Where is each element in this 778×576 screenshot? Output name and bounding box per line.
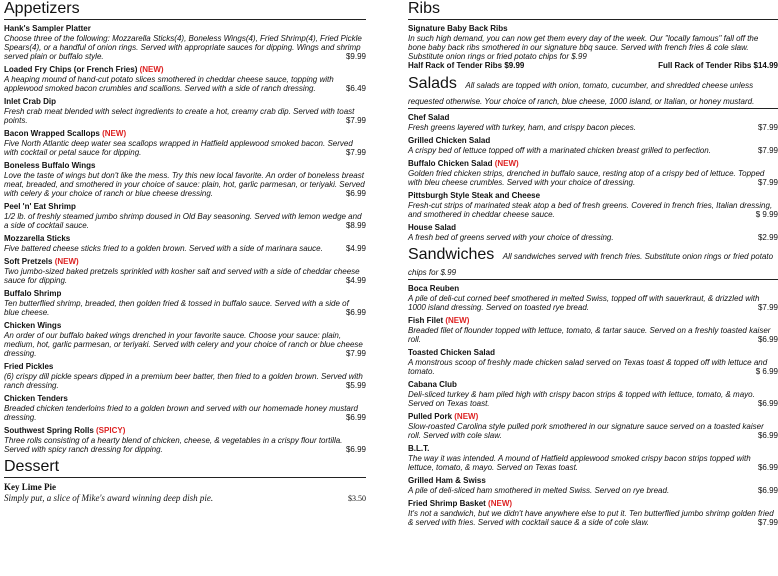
item-name-row xyxy=(4,161,366,171)
item-name: Loaded Fry Chips (or French Fries) xyxy=(4,65,138,74)
item-price: $4.99 xyxy=(345,244,366,253)
menu-item xyxy=(408,284,778,312)
item-desc-text: An order of our buffalo baked wings drenched in your favorite sauce. Choose your sauce: plain, medium, hot, garlic parmesan, or teriyaki. Served with celery and your choice of ranch or blue cheese dressing. xyxy=(4,331,363,358)
item-description xyxy=(408,201,778,219)
rib-prices xyxy=(408,61,778,71)
item-name-row xyxy=(4,65,366,75)
menu-item xyxy=(4,257,366,285)
item-desc-text: (6) crispy dill pickle spears dipped in a premium beer batter, then fried to a golden brown. Served with ranch dressing. xyxy=(4,372,363,390)
item-description xyxy=(4,436,366,454)
item-name: Soft Pretzels xyxy=(4,257,53,266)
item-name-row xyxy=(4,24,366,34)
item-description xyxy=(4,372,366,390)
item-description xyxy=(4,299,366,317)
sandwiches-note: All sandwiches served with french fries. Substitute onion rings or fried potato chips for $.99 xyxy=(408,252,774,277)
new-badge: (NEW) xyxy=(102,129,127,138)
item-description xyxy=(408,294,778,312)
item-name: Grilled Ham & Swiss xyxy=(408,476,486,485)
item-name-row xyxy=(4,321,366,331)
item-description xyxy=(408,233,778,242)
menu-item xyxy=(4,24,366,61)
item-price: $7.99 xyxy=(757,303,778,312)
item-desc-text: Fresh greens layered with turkey, ham, and crispy bacon pieces. xyxy=(408,123,636,132)
item-price: $6.99 xyxy=(757,486,778,495)
item-desc-text: Ten butterflied shrimp, breaded, then golden fried & tossed in buffalo sauce. Served with a side of blue cheese. xyxy=(4,299,349,317)
menu-item xyxy=(4,289,366,317)
item-price: $2.99 xyxy=(757,233,778,242)
item-name-row xyxy=(4,202,366,212)
new-badge: (NEW) xyxy=(445,316,470,325)
full-rack-price: $14.99 xyxy=(753,61,778,70)
item-price: $6.49 xyxy=(345,84,366,93)
item-price: $6.99 xyxy=(345,445,366,454)
item-desc-text: A pile of deli-cut corned beef smothered in melted Swiss, topped off with sauerkraut, & drizzled with 1000 island dressing. Served on toasted rye bread. xyxy=(408,294,760,312)
item-price: $7.99 xyxy=(345,116,366,125)
item-description xyxy=(408,123,778,132)
new-badge: (NEW) xyxy=(488,499,513,508)
item-name: Chicken Wings xyxy=(4,321,62,330)
menu-item xyxy=(408,223,778,242)
salads-header xyxy=(408,75,778,109)
item-desc-text: A monstrous scoop of freshly made chicken salad served on Texas toast & topped off with lettuce and tomato. xyxy=(408,358,768,376)
full-rack-label: Full Rack of Tender Ribs xyxy=(658,61,752,70)
item-name: Fried Pickles xyxy=(4,362,54,371)
item-price: $3.50 xyxy=(348,494,366,503)
item-desc-text: Five battered cheese sticks fried to a golden brown. Served with a side of marinara sauce. xyxy=(4,244,323,253)
item-name: Cabana Club xyxy=(408,380,457,389)
item-name: Chicken Tenders xyxy=(4,394,68,403)
item-description xyxy=(4,139,366,157)
menu-item xyxy=(4,161,366,198)
item-price: $ 9.99 xyxy=(755,210,778,219)
item-desc-text: Five North Atlantic deep water sea scallops wrapped in Hatfield applewood smoked bacon. Served with cocktail or petal sauce for dipping. xyxy=(4,139,353,157)
item-desc-text: A fresh bed of greens served with your choice of dressing. xyxy=(408,233,614,242)
item-desc-text: A crispy bed of lettuce topped off with a marinated chicken breast grilled to perfection. xyxy=(408,146,711,155)
item-description xyxy=(4,212,366,230)
menu-item xyxy=(408,412,778,440)
item-desc-text: Choose three of the following: Mozzarella Sticks(4), Boneless Wings(4), Fried Shrimp(4), Fried Pickle Spears(4), or a handful of onion rings. Served with appropriate sauces for dipping. Wings and shrimp served plain or buffalo style. xyxy=(4,34,362,61)
menu-item xyxy=(4,129,366,157)
item-price: $6.99 xyxy=(345,189,366,198)
menu-item xyxy=(408,316,778,344)
sandwiches-header xyxy=(408,246,778,280)
item-name-row xyxy=(408,476,778,486)
appetizers-title: Appetizers xyxy=(4,0,366,20)
item-name: Pittsburgh Style Steak and Cheese xyxy=(408,191,541,200)
item-desc-text: Breaded filet of flounder topped with lettuce, tomato, & tartar sauce. Served on a freshly toasted kaiser roll. xyxy=(408,326,771,344)
item-name: House Salad xyxy=(408,223,457,232)
item-desc-text: Slow-roasted Carolina style pulled pork smothered in our signature sauce served on a toasted kaiser roll. Served with cole slaw. xyxy=(408,422,764,440)
item-description xyxy=(408,390,778,408)
item-name: Southwest Spring Rolls xyxy=(4,426,94,435)
menu-item xyxy=(4,321,366,358)
item-price: $6.99 xyxy=(757,431,778,440)
item-name-row xyxy=(408,380,778,390)
item-name-row xyxy=(4,257,366,267)
salads-title: Salads xyxy=(408,75,457,92)
item-price: $7.99 xyxy=(757,123,778,132)
item-name-row xyxy=(408,159,778,169)
item-desc-text: Two jumbo-sized baked pretzels sprinkled with kosher salt and served with a side of cheddar cheese sauce for dipping. xyxy=(4,267,360,285)
item-desc-text: A pile of deli-sliced ham smothered in melted Swiss. Served on rye bread. xyxy=(408,486,670,495)
item-name-row xyxy=(408,191,778,201)
item-name: Key Lime Pie xyxy=(4,482,56,492)
item-description xyxy=(408,146,778,155)
menu-item xyxy=(4,482,366,504)
item-name: Bacon Wrapped Scallops xyxy=(4,129,100,138)
item-name: B.L.T. xyxy=(408,444,430,453)
item-name: Hank's Sampler Platter xyxy=(4,24,91,33)
menu-item xyxy=(408,476,778,495)
sandwiches-title: Sandwiches xyxy=(408,246,495,263)
item-desc-text: Three rolls consisting of a hearty blend of chicken, cheese, & vegetables in a crispy flour tortilla. Served with spicy ranch dressing for dipping. xyxy=(4,436,343,454)
item-name-row xyxy=(408,499,778,509)
item-price: $7.99 xyxy=(345,148,366,157)
item-name-row xyxy=(408,348,778,358)
menu-item xyxy=(408,380,778,408)
item-name: Fried Shrimp Basket xyxy=(408,499,486,508)
item-description xyxy=(408,509,778,527)
item-description xyxy=(4,404,366,422)
item-desc-text: Love the taste of wings but don't like the mess. Try this new local favorite. An order of boneless breast meat, breaded, and smothered in your choice of sauce: plain, hot, garlic parmesan, or teriyaki. Served with celery & your choice of ranch or blue cheese dressing. xyxy=(4,171,365,198)
item-description: In such high demand, you can now get them every day of the week. Our "locally famous" fall off the bone baby back ribs smothered in our signature bbq sauce. Served with french fries & cole slaw. Substitute onion rings or fried potato chips for $.99 xyxy=(408,34,759,61)
item-name-row xyxy=(4,97,366,107)
ribs-title: Ribs xyxy=(408,0,778,20)
appetizers-list xyxy=(4,24,366,454)
item-desc-text: Simply put, a slice of Mike's award winning deep dish pie. xyxy=(4,493,214,503)
item-name-row xyxy=(4,289,366,299)
item-desc-text: Golden fried chicken strips, drenched in buffalo sauce, resting atop of a crispy bed of lettuce. Topped with bleu cheese crumbles. Served with your choice of dressing. xyxy=(408,169,765,187)
item-desc-text: A heaping mound of hand-cut potato slices smothered in cheddar cheese sauce, topping with applewood smoked bacon crumbles and scallions. Served with a side of ranch dressing. xyxy=(4,75,334,93)
new-badge: (SPICY) xyxy=(96,426,126,435)
item-name: Fish Filet xyxy=(408,316,444,325)
item-description xyxy=(4,244,366,253)
item-name-row xyxy=(408,284,778,294)
item-description xyxy=(4,171,366,198)
menu-item xyxy=(4,202,366,230)
item-desc-text: Deli-sliced turkey & ham piled high with crispy bacon strips & topped with lettuce, tomato, & mayo. Served on Texas toast. xyxy=(408,390,755,408)
left-column xyxy=(4,0,366,508)
menu-item xyxy=(408,159,778,187)
item-price: $9.99 xyxy=(345,52,366,61)
item-price: $4.99 xyxy=(345,276,366,285)
item-desc-text: Fresh crab meat blended with select ingredients to create a hot, creamy crab dip. Served with toast points. xyxy=(4,107,355,125)
item-name: Chef Salad xyxy=(408,113,450,122)
item-price: $6.99 xyxy=(757,335,778,344)
item-desc-text: Breaded chicken tenderloins fried to a golden brown and served with our homemade honey mustard dressing. xyxy=(4,404,358,422)
item-description xyxy=(4,75,366,93)
item-description xyxy=(408,358,778,376)
item-price: $7.99 xyxy=(757,518,778,527)
item-description xyxy=(408,486,778,495)
item-name-row xyxy=(408,444,778,454)
item-price: $6.99 xyxy=(757,463,778,472)
item-name: Pulled Pork xyxy=(408,412,453,421)
menu-item xyxy=(408,113,778,132)
item-price: $8.99 xyxy=(345,221,366,230)
item-price: $7.99 xyxy=(345,349,366,358)
half-rack-price: $9.99 xyxy=(504,61,525,70)
menu-item xyxy=(4,394,366,422)
half-rack-label: Half Rack of Tender Ribs xyxy=(408,61,503,70)
item-description xyxy=(4,331,366,358)
item-description xyxy=(408,454,778,472)
salads-note: All salads are topped with onion, tomato, cucumber, and shredded cheese unless requested otherwise. Your choice of ranch, blue cheese, 1000 island, or Italian, or honey mustard. xyxy=(408,81,755,106)
item-name: Buffalo Chicken Salad xyxy=(408,159,493,168)
item-name-row xyxy=(408,316,778,326)
menu-item xyxy=(408,444,778,472)
new-badge: (NEW) xyxy=(139,65,164,74)
item-price: $6.99 xyxy=(345,413,366,422)
item-description xyxy=(4,107,366,125)
menu-item xyxy=(4,426,366,454)
sandwiches-list xyxy=(408,284,778,527)
item-name: Mozzarella Sticks xyxy=(4,234,71,243)
item-name: Grilled Chicken Salad xyxy=(408,136,491,145)
item-name: Inlet Crab Dip xyxy=(4,97,57,106)
item-description xyxy=(408,422,778,440)
right-column xyxy=(408,0,778,531)
menu-item xyxy=(408,499,778,527)
menu-item xyxy=(408,24,778,71)
item-name-row xyxy=(408,136,778,146)
item-name-row xyxy=(4,129,366,139)
item-description xyxy=(408,326,778,344)
menu-item xyxy=(408,191,778,219)
item-name-row xyxy=(408,412,778,422)
item-description xyxy=(4,493,366,504)
item-desc-text: 1/2 lb. of freshly steamed jumbo shrimp doused in Old Bay seasoning. Served with lemon wedge and a side of cocktail sauce. xyxy=(4,212,362,230)
item-description xyxy=(4,267,366,285)
menu-item xyxy=(4,97,366,125)
item-price: $5.99 xyxy=(345,381,366,390)
item-name: Boca Reuben xyxy=(408,284,460,293)
item-desc-text: Fresh-cut strips of marinated steak atop a bed of fresh greens. Covered in french fries, Italian dressing, and smothered in cheddar cheese sauce. xyxy=(408,201,773,219)
item-name-row xyxy=(408,113,778,123)
item-name: Signature Baby Back Ribs xyxy=(408,24,508,33)
item-price: $ 6.99 xyxy=(755,367,778,376)
new-badge: (NEW) xyxy=(454,412,479,421)
item-description xyxy=(4,34,366,61)
item-name-row xyxy=(4,426,366,436)
menu-item xyxy=(408,136,778,155)
menu-item xyxy=(4,234,366,253)
item-price: $6.99 xyxy=(345,308,366,317)
item-price: $7.99 xyxy=(757,146,778,155)
item-desc-text: The way it was intended. A mound of Hatfield applewood smoked crispy bacon strips topped with lettuce, tomato, & mayo. Served on Texas toast. xyxy=(408,454,751,472)
menu-item xyxy=(408,348,778,376)
new-badge: (NEW) xyxy=(494,159,519,168)
item-price: $6.99 xyxy=(757,399,778,408)
item-desc-text: It's not a sandwich, but we didn't have anywhere else to put it. Ten butterflied jumbo shrimp golden fried & served with fries. Served with cocktail sauce & a side of cole slaw. xyxy=(408,509,774,527)
menu-item xyxy=(4,65,366,93)
menu-item xyxy=(4,362,366,390)
item-name-row xyxy=(4,234,366,244)
new-badge: (NEW) xyxy=(54,257,79,266)
item-name-row xyxy=(4,362,366,372)
item-name: Peel 'n' Eat Shrimp xyxy=(4,202,76,211)
item-price: $7.99 xyxy=(757,178,778,187)
item-description xyxy=(408,169,778,187)
item-name-row xyxy=(408,223,778,233)
item-name: Boneless Buffalo Wings xyxy=(4,161,96,170)
item-name: Toasted Chicken Salad xyxy=(408,348,495,357)
item-name-row xyxy=(4,394,366,404)
item-name: Buffalo Shrimp xyxy=(4,289,62,298)
salads-list xyxy=(408,113,778,242)
dessert-title: Dessert xyxy=(4,458,366,478)
